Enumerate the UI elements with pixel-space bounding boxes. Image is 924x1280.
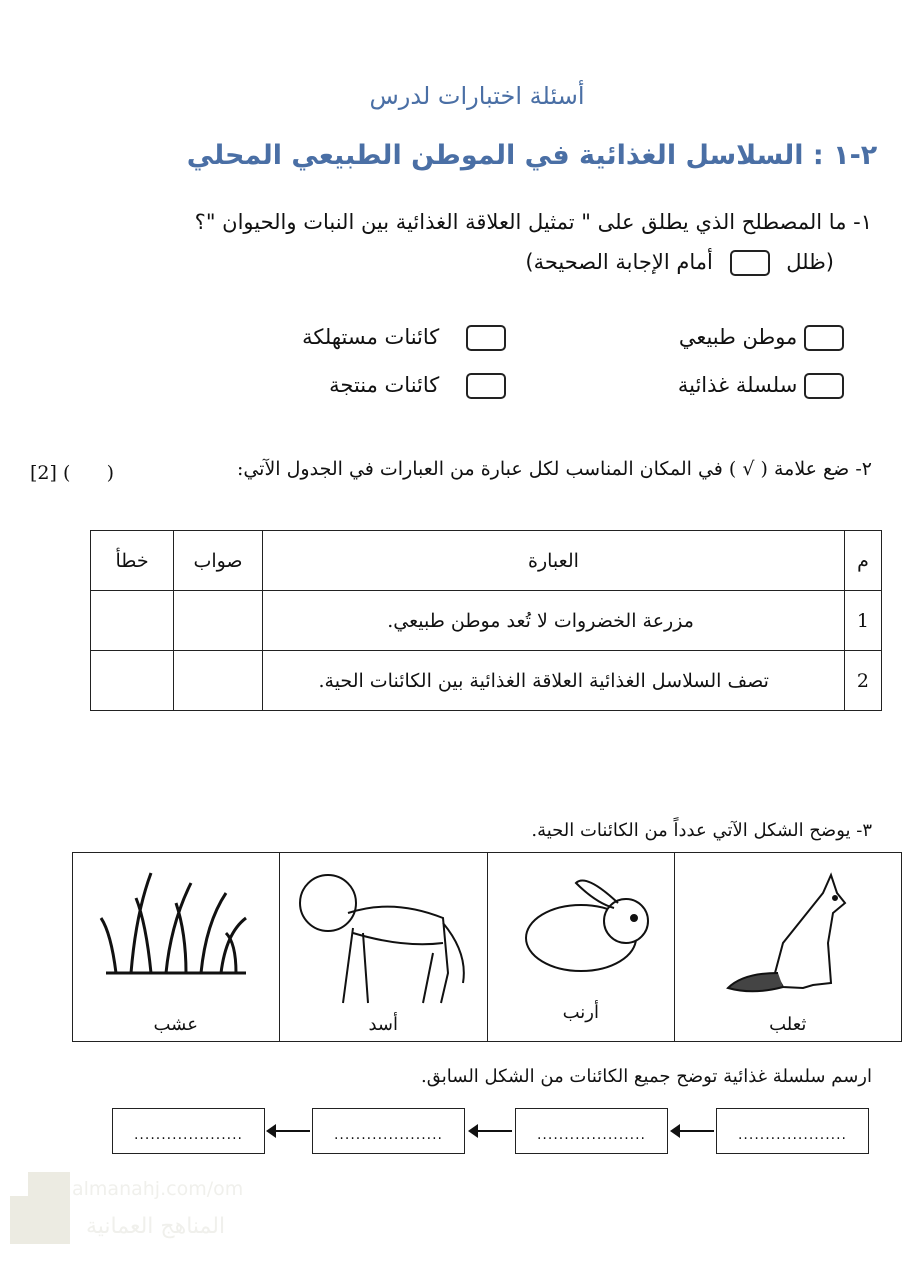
option-checkbox[interactable] (466, 373, 506, 399)
option-checkbox[interactable] (804, 325, 844, 351)
rabbit-icon (506, 863, 656, 983)
arrow-left-icon (268, 1130, 310, 1132)
false-cell[interactable] (91, 651, 174, 711)
organism-rabbit (487, 853, 674, 1041)
chain-box-1[interactable]: .................... (716, 1108, 869, 1154)
organism-lion (279, 853, 488, 1041)
row-statement: تصف السلاسل الغذائية العلاقة الغذائية بين الكائنات الحية. (263, 651, 845, 711)
question-3: ٣- يوضح الشكل الآتي عدداً من الكائنات الحية. (531, 820, 872, 841)
true-false-table (90, 530, 882, 711)
option-label: كائنات مستهلكة (302, 325, 440, 349)
header-num: م (844, 531, 881, 591)
false-cell[interactable] (91, 591, 174, 651)
option-2[interactable] (302, 325, 506, 351)
header-true: صواب (174, 531, 263, 591)
organisms-figure (72, 852, 902, 1042)
lesson-title: ٢-١ : السلاسل الغذائية في الموطن الطبيعي المحلي (186, 140, 878, 171)
question-1: ١- ما المصطلح الذي يطلق على " تمثيل العلاقة الغذائية بين النبات والحيوان "؟ (194, 210, 872, 234)
arrow-left-icon (470, 1130, 512, 1132)
organism-label: عشب (153, 1014, 198, 1035)
table-row (91, 651, 882, 711)
marks-label: [2] ( ) (30, 462, 115, 484)
table-header (91, 531, 882, 591)
option-checkbox[interactable] (466, 325, 506, 351)
chain-box-3[interactable]: .................... (312, 1108, 465, 1154)
chain-instruction: ارسم سلسلة غذائية توضح جميع الكائنات من الشكل السابق. (421, 1066, 872, 1087)
page-title: أسئلة اختبارات لدرس (369, 82, 585, 110)
arrow-left-icon (672, 1130, 714, 1132)
watermark-url: almanahj.com/om (72, 1178, 244, 1200)
true-cell[interactable] (174, 651, 263, 711)
option-label: كائنات منتجة (329, 373, 440, 397)
option-label: سلسلة غذائية (677, 373, 798, 397)
true-cell[interactable] (174, 591, 263, 651)
organism-fox (674, 853, 901, 1041)
watermark-brand: المناهج العمانية (86, 1214, 226, 1239)
organism-grass (73, 853, 279, 1041)
organism-label: أسد (368, 1014, 399, 1035)
option-1[interactable] (679, 325, 844, 351)
chain-box-4[interactable]: .................... (112, 1108, 265, 1154)
option-3[interactable] (678, 373, 844, 399)
instruction-part-a: (ظلل (786, 250, 834, 274)
organism-label: أرنب (562, 1002, 599, 1023)
option-label: موطن طبيعي (678, 325, 798, 349)
row-num: 2 (844, 651, 881, 711)
question-2: ٢- ضع علامة ( √ ) في المكان المناسب لكل عبارة من العبارات في الجدول الآتي: (236, 458, 872, 480)
header-false: خطأ (91, 531, 174, 591)
row-num: 1 (844, 591, 881, 651)
instruction-part-b: أمام الإجابة الصحيحة) (525, 250, 713, 274)
table-row (91, 591, 882, 651)
grass-icon (96, 863, 256, 983)
lion-icon (293, 863, 473, 1013)
fox-icon (713, 863, 863, 1003)
example-box (730, 250, 770, 276)
question-1-instruction (525, 250, 834, 276)
chain-box-2[interactable]: .................... (515, 1108, 668, 1154)
option-checkbox[interactable] (804, 373, 844, 399)
row-statement: مزرعة الخضروات لا تُعد موطن طبيعي. (263, 591, 845, 651)
option-4[interactable] (329, 373, 506, 399)
organism-label: ثعلب (769, 1014, 807, 1035)
watermark-logo-part (10, 1196, 50, 1244)
header-statement: العبارة (263, 531, 845, 591)
